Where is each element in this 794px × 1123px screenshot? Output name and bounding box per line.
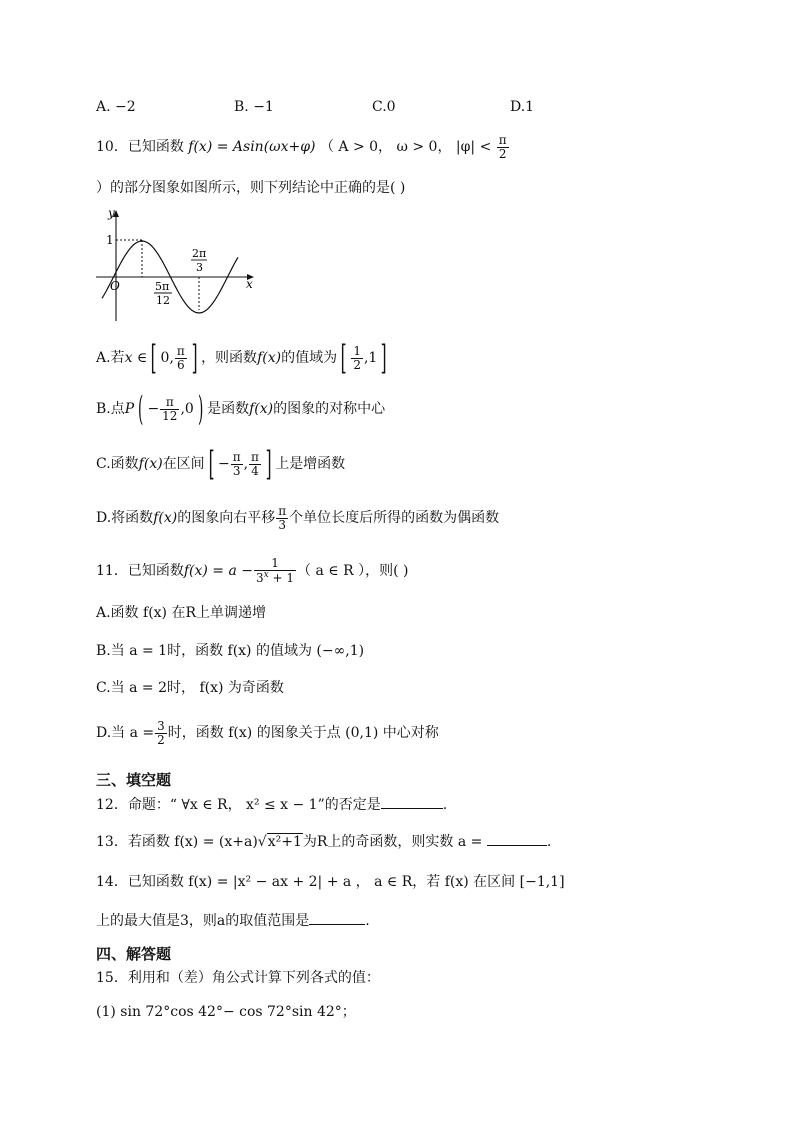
option-a: A. −2 [96, 99, 136, 115]
q10-stem [96, 134, 510, 160]
origin-label: O [110, 279, 120, 293]
q10-option-a: A.若 x ∈ [ 0, $\frac{\pi}{6}$ ] ，则函数 f(x) 的值域为 [ $\frac{1}{2}$ ,1 ] [96, 338, 387, 378]
q10-option-b: B.点 P ( − $\frac{\pi}{12}$ ,0 ) 是函数 f(x) 的图象的对称中心 [96, 389, 386, 429]
q10-prefix: 10．已知函数 [96, 139, 184, 156]
q10-option-d: D.将函数 f(x) 的图象向右平移 $\frac{\pi}{3}$ 个单位长度后所得的函数为偶函数 [96, 503, 500, 532]
q10-func: f(x) = Asin(ωx+φ) [188, 139, 316, 156]
sine-graph [92, 203, 264, 323]
q15-part1: (1) sin 72°cos 42°− cos 72°sin 42°； [96, 1004, 356, 1020]
q15-stem: 15．利用和（差）角公式计算下列各式的值： [96, 970, 380, 986]
tick-5pi-num: 5π [155, 280, 170, 293]
q10-condition: （ A > 0， ω > 0， |φ| < [319, 139, 496, 156]
q14-line1: 14．已知函数 f(x) = |x² − ax + 2| + a ， a ∈ R，若 f(x) 在区间 [−1,1] [96, 874, 565, 890]
q12: 12．命题：“ ∀x ∈ R， x² ≤ x − 1”的否定是 . [96, 797, 448, 813]
tick-2pi-den: 3 [196, 261, 203, 274]
option-d: D.1 [510, 99, 535, 115]
x-label: x [246, 277, 253, 291]
y-label: y [108, 206, 115, 220]
q10-stem-line2: ）的部分图象如图所示，则下列结论中正确的是( ) [96, 180, 406, 196]
tick-2pi-num: 2π [192, 247, 207, 260]
answer-blank [381, 796, 443, 809]
q11-stem: 11．已知函数 f(x) = a − $\frac{1}{3^x + 1}$ （ a ∈ R ），则( ) [96, 556, 409, 585]
q11-option-d: D.当 a = $\frac{3}{2}$ 时，函数 f(x) 的图象关于点 (0,1) 中心对称 [96, 718, 439, 747]
q14-line2: 上的最大值是3，则a的取值范围是 . [96, 913, 370, 929]
tick-5pi-den: 12 [156, 294, 170, 307]
section-fill-in: 三、填空题 [96, 771, 172, 789]
q11-option-b: B.当 a = 1时，函数 f(x) 的值域为 (−∞,1) [96, 643, 365, 659]
one-label: 1 [106, 233, 114, 247]
answer-blank [309, 912, 365, 925]
q10-option-c: C.函数 f(x) 在区间 [ − $\frac{\pi}{3}$ , $\frac{\pi}{4}$ ] 上是增函数 [96, 444, 346, 484]
option-b: B. −1 [234, 99, 274, 115]
q11-option-a: A.函数 f(x) 在R上单调递增 [96, 605, 267, 621]
section-solution: 四、解答题 [96, 945, 172, 963]
answer-blank [487, 833, 547, 846]
option-c: C.0 [372, 99, 396, 115]
q13: 13．若函数 f(x) = (x+a)√x²+1为R上的奇函数，则实数 a = . [96, 834, 552, 850]
pi-over-2: $\frac{\pi}{2}$ [498, 133, 507, 161]
q11-option-c: C.当 a = 2时， f(x) 为奇函数 [96, 680, 284, 696]
